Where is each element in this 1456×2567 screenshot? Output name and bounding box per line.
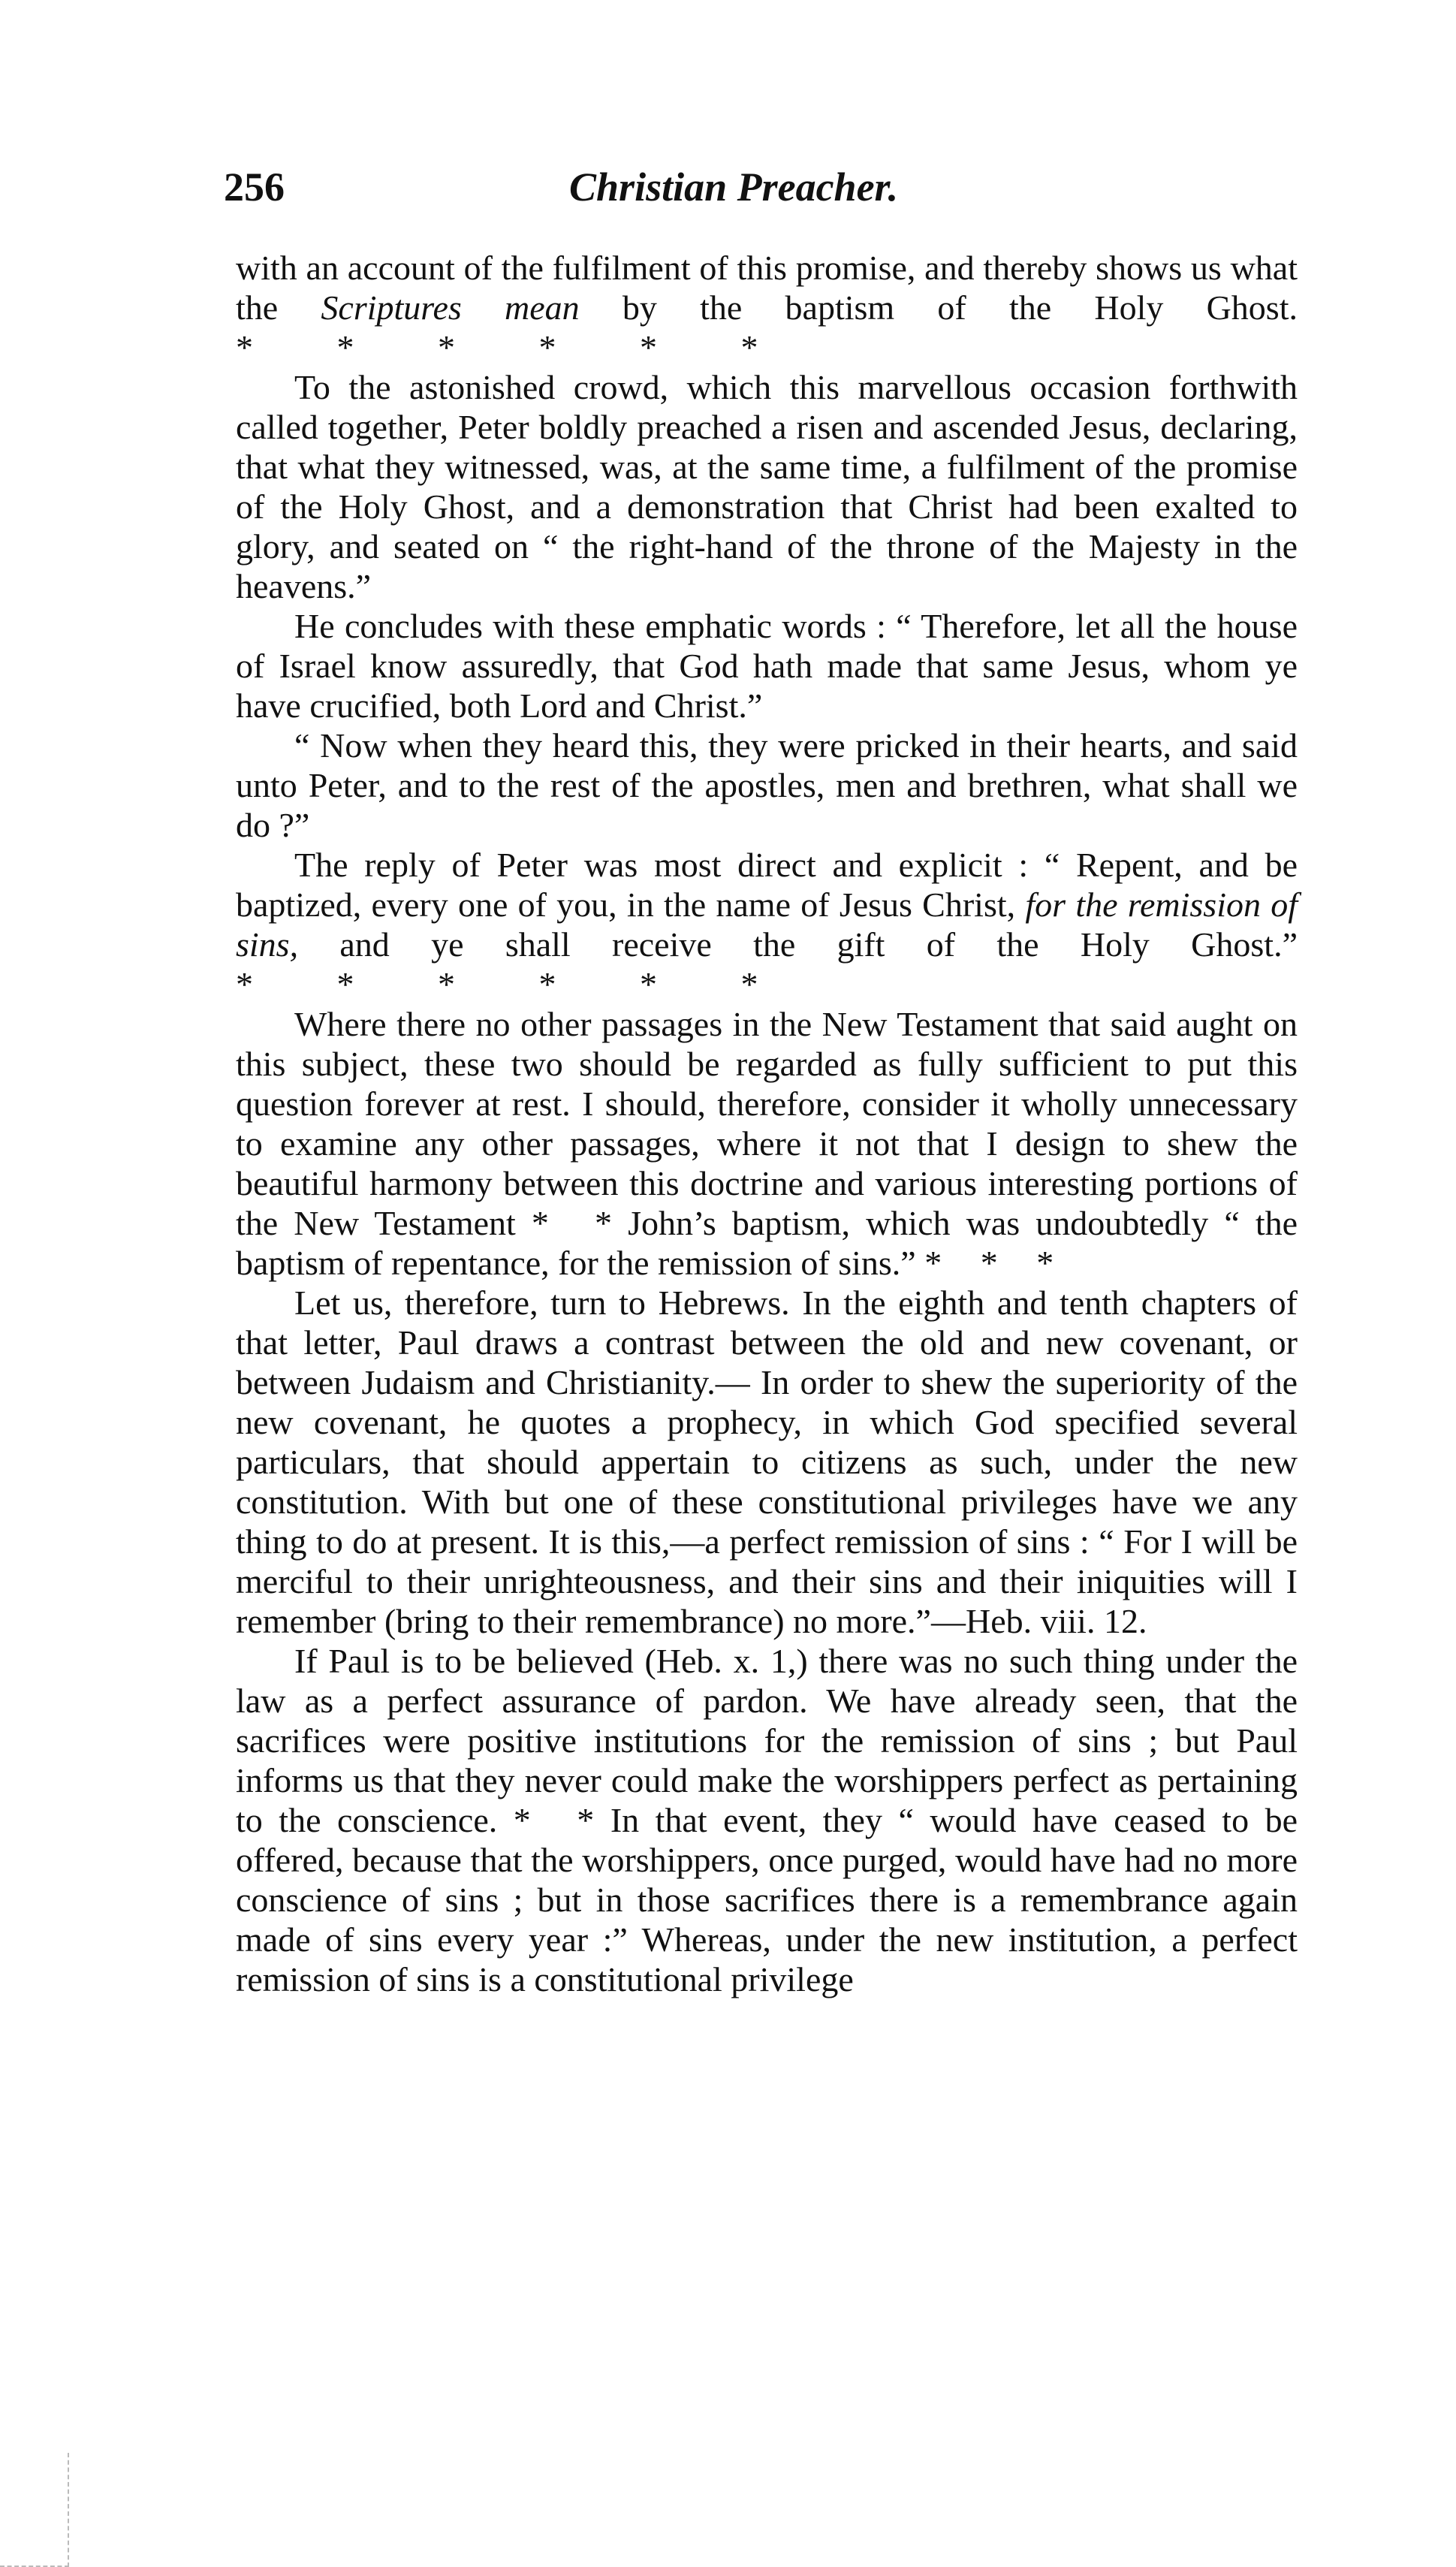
- paragraph-8: [236, 1641, 1298, 1999]
- paragraph-6: [236, 1004, 1298, 1283]
- paragraph-6-text-a: Where there no other passages in the New Testament that said aught on this subject, these two should be regarded as fully sufficient to put this question forever at rest. I should, therefore, consider it wholly unnecessary to examine any other passages, where it not that I design to shew the beautiful harmony between this doctrine and various interesting portions of the New Testament: [236, 1005, 1298, 1242]
- page-number: 256: [224, 164, 285, 210]
- paragraph-1-text-b: by the baptism of the Holy Ghost.: [579, 288, 1298, 327]
- ellipsis-stars: * * * * * *: [236, 965, 758, 1003]
- ellipsis-stars: * * * * * *: [236, 328, 758, 366]
- page-header: [224, 164, 1313, 216]
- body-text: [236, 248, 1298, 1999]
- paragraph-1-emphasis: Scriptures mean: [321, 288, 580, 327]
- running-title: Christian Preacher.: [569, 164, 899, 210]
- ellipsis-stars: * *: [513, 1801, 595, 1839]
- paragraph-3: He concludes with these emphatic words : “ Therefore, let all the house of Israel know assuredly, that God hath made that same Jesus, whom ye have crucified, both Lord and Christ.”: [236, 607, 1298, 725]
- paragraph-5-emphasis: for the remission of sins,: [236, 885, 1298, 964]
- paragraph-5-text-a: The reply of Peter was most direct and explicit : “ Repent, and be baptized, every one of you, in the name of Jesus Christ,: [236, 846, 1298, 924]
- paragraph-5-text-b: and ye shall receive the gift of the Holy Ghost.”: [298, 925, 1298, 964]
- paragraph-4: “ Now when they heard this, they were pricked in their hearts, and said unto Peter, and to the rest of the apostles, men and brethren, what shall we do ?”: [236, 726, 1298, 844]
- paragraph-1: [236, 248, 1298, 367]
- paragraph-2: To the astonished crowd, which this marvellous occasion forthwith called together, Peter boldly preached a risen and ascended Jesus, declaring, that what they witnessed, was, at the same time, a fulfilment of the promise of the Holy Ghost, and a demonstration that Christ had been exalted to glory, and seated on “ the right-hand of the throne of the Majesty in the heavens.”: [236, 368, 1298, 605]
- scan-edge-mark: [0, 2453, 69, 2567]
- ellipsis-stars: * *: [531, 1204, 613, 1242]
- paragraph-8-text-a: If Paul is to be believed (Heb. x. 1,) there was no such thing under the law as a perfect assurance of pardon. We have already seen, that the sacrifices were positive institutions for the remission of sins ; but Paul informs us that they never could make the worshippers perfect as pertaining to the conscience.: [236, 1642, 1298, 1839]
- paragraph-5: [236, 845, 1298, 1004]
- paragraph-6-text-b: John’s baptism, which was undoubtedly “ the baptism of repentance, for the remission of sins.”: [236, 1204, 1298, 1282]
- ellipsis-stars: * * *: [924, 1244, 1054, 1282]
- paragraph-7: Let us, therefore, turn to Hebrews. In the eighth and tenth chapters of that letter, Paul draws a contrast between the old and new covenant, or between Judaism and Christianity.— In order to shew the superiority of the new covenant, he quotes a prophecy, in which God specified several particulars, that should appertain to citizens as such, under the new constitution. With but one of these constitutional privileges have we any thing to do at present. It is this,—a perfect remission of sins : “ For I will be merciful to their unrighteousness, and their sins and their iniquities will I remember (bring to their remembrance) no more.”—Heb. viii. 12.: [236, 1284, 1298, 1640]
- paragraph-8-text-b: In that event, they “ would have ceased to be offered, because that the worshippers, once purged, would have had no more conscience of sins ; but in those sacrifices there is a remembrance again made of sins every year :” Whereas, under the new institution, a perfect remission of sins is a constitutional privilege: [236, 1801, 1298, 1998]
- paragraph-1-text-a: with an account of the fulfilment of this promise, and thereby shows us what the: [236, 249, 1298, 327]
